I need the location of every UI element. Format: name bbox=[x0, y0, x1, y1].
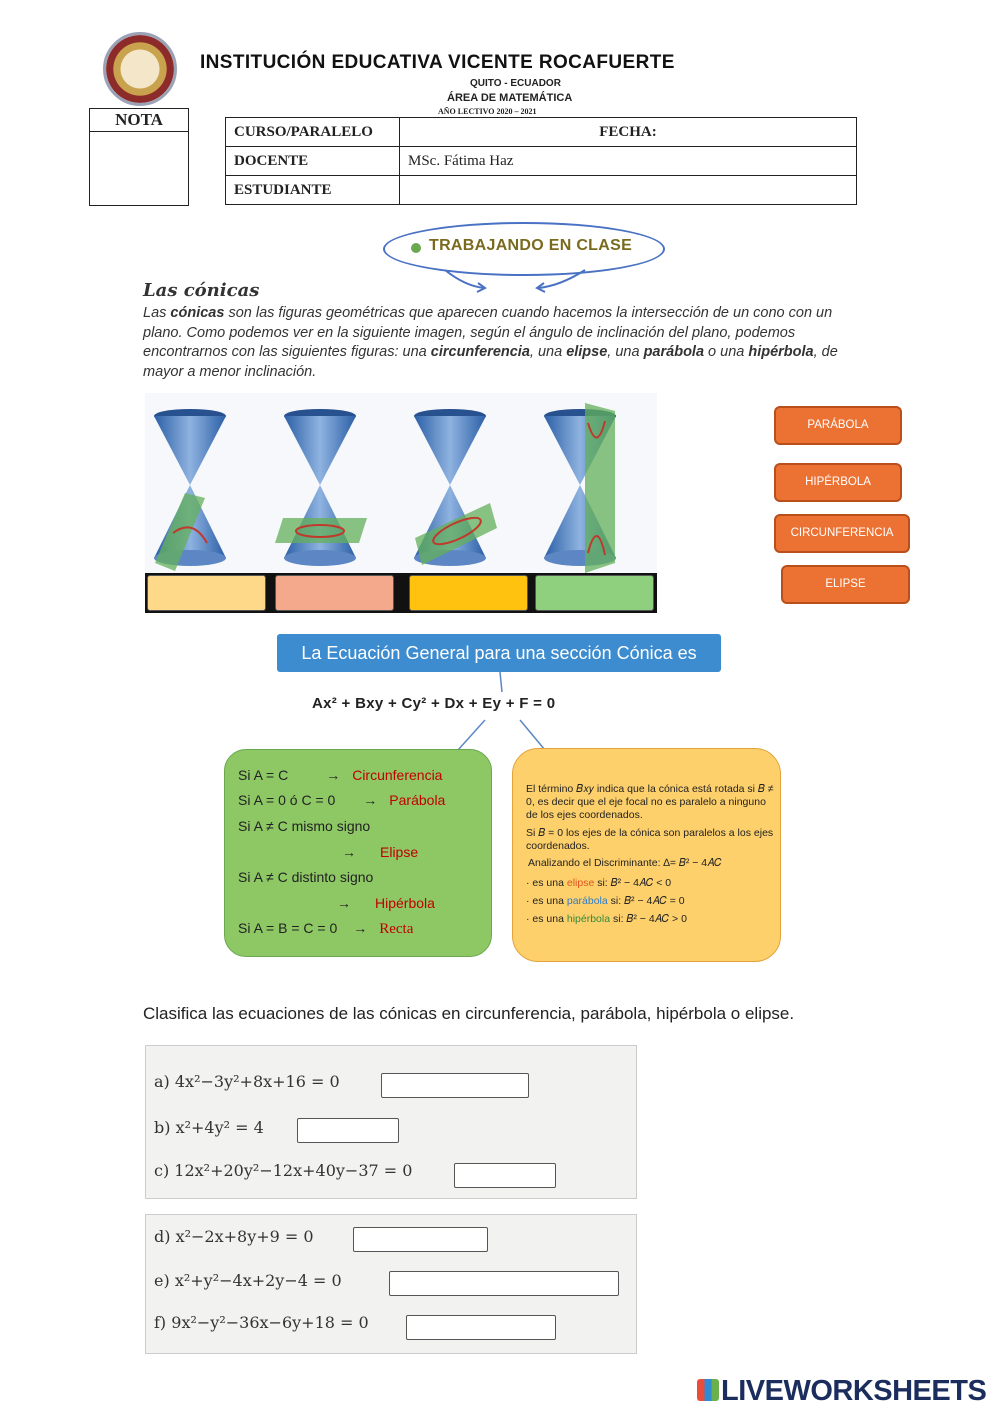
discriminant-notes-box: El término 𝐵𝑥𝑦 indica que la cónica está rotada si 𝐵 ≠ 0, es decir que el eje focal no es paralelo a ninguno de los ejes coordenados. Si 𝐵 = 0 los ejes de la cónica son paralelos a los ejes coordenados. Analizando el Discriminante: ∆= 𝐵² − 4𝐴𝐶 · es una elipse si: 𝐵² − 4𝐴𝐶 < 0 · es una parábola si: 𝐵² − 4𝐴𝐶 = 0 · es una hipérbola si: 𝐵² − 4𝐴𝐶 > 0 bbox=[512, 748, 781, 962]
intro-paragraph: Las cónicas son las figuras geométricas que aparecen cuando hacemos la intersección de un cono con un plano. Como podemos ver en la siguiente imagen, según el ángulo de inclinación del plano, podemos encontrarnos con las siguientes figuras: una circunferencia, una elipse, una parábola o una hipérbola, de mayor a menor inclinación. bbox=[143, 305, 838, 380]
city: QUITO - ECUADOR bbox=[470, 78, 561, 89]
date-label: FECHA: bbox=[400, 118, 857, 147]
drop-box-3[interactable] bbox=[409, 575, 528, 611]
area: ÁREA DE MATEMÁTICA bbox=[447, 92, 573, 104]
course-label: CURSO/PARALELO bbox=[226, 118, 400, 147]
teacher-value: MSc. Fátima Haz bbox=[400, 147, 857, 176]
conic-sections-figure bbox=[145, 393, 657, 613]
answer-input-b[interactable] bbox=[297, 1118, 399, 1143]
answer-input-c[interactable] bbox=[454, 1163, 556, 1188]
cone-3 bbox=[414, 409, 497, 566]
school-year: AÑO LECTIVO 2020 – 2021 bbox=[438, 107, 537, 116]
answer-input-f[interactable] bbox=[406, 1315, 556, 1340]
curved-arrows-icon bbox=[440, 268, 590, 294]
student-label: ESTUDIANTE bbox=[226, 176, 400, 205]
banner-text: TRABAJANDO EN CLASE bbox=[429, 237, 633, 254]
option-circunferencia-button[interactable]: CIRCUNFERENCIA bbox=[774, 514, 910, 553]
answer-input-d[interactable] bbox=[353, 1227, 488, 1252]
instruction-text: Clasifica las ecuaciones de las cónicas en circunferencia, parábola, hipérbola o elipse. bbox=[143, 1004, 795, 1023]
cone-1 bbox=[154, 409, 226, 571]
option-hiperbola-button[interactable]: HIPÉRBOLA bbox=[774, 463, 902, 502]
teacher-label: DOCENTE bbox=[226, 147, 400, 176]
student-info-table bbox=[225, 117, 857, 205]
exercise-panel-1: a) 4x²−3y²+8x+16 = 0 b) x²+4y² = 4 c) 12x²+20y²−12x+40y−37 = 0 bbox=[145, 1045, 637, 1199]
student-field[interactable] bbox=[400, 176, 857, 205]
exercise-panel-2: d) x²−2x+8y+9 = 0 e) x²+y²−4x+2y−4 = 0 f) 9x²−y²−36x−6y+18 = 0 bbox=[145, 1214, 637, 1354]
grade-box bbox=[89, 108, 189, 206]
connector-lines bbox=[450, 672, 560, 752]
equation-header: La Ecuación General para una sección Cónica es bbox=[277, 634, 721, 672]
liveworksheets-icon bbox=[697, 1379, 719, 1401]
option-parabola-button[interactable]: PARÁBOLA bbox=[774, 406, 902, 445]
answer-input-e[interactable] bbox=[389, 1271, 619, 1296]
cone-4 bbox=[544, 403, 616, 573]
drop-box-2[interactable] bbox=[275, 575, 394, 611]
option-elipse-button[interactable]: ELIPSE bbox=[781, 565, 910, 604]
liveworksheets-logo: LIVEWORKSHEETS bbox=[697, 1375, 986, 1408]
answer-input-a[interactable] bbox=[381, 1073, 529, 1098]
drop-box-1[interactable] bbox=[147, 575, 266, 611]
grade-label: NOTA bbox=[90, 109, 188, 132]
section-title: Las cónicas bbox=[143, 280, 260, 301]
cone-2 bbox=[275, 409, 367, 566]
coefficient-rules-box: Si A = C → Circunferencia Si A = 0 ó C = 0 → Parábola Si A ≠ C mismo signo → Elipse Si A ≠ C distinto signo → Hipérbola Si A = B = C = 0 → Recta bbox=[224, 749, 492, 957]
general-equation: Ax² + Bxy + Cy² + Dx + Ey + F = 0 bbox=[312, 695, 556, 712]
institution-name: INSTITUCIÓN EDUCATIVA VICENTE ROCAFUERTE bbox=[200, 52, 675, 73]
cones-illustration bbox=[145, 393, 657, 575]
bullet-icon bbox=[411, 243, 421, 253]
drop-box-4[interactable] bbox=[535, 575, 654, 611]
school-seal bbox=[103, 32, 177, 106]
